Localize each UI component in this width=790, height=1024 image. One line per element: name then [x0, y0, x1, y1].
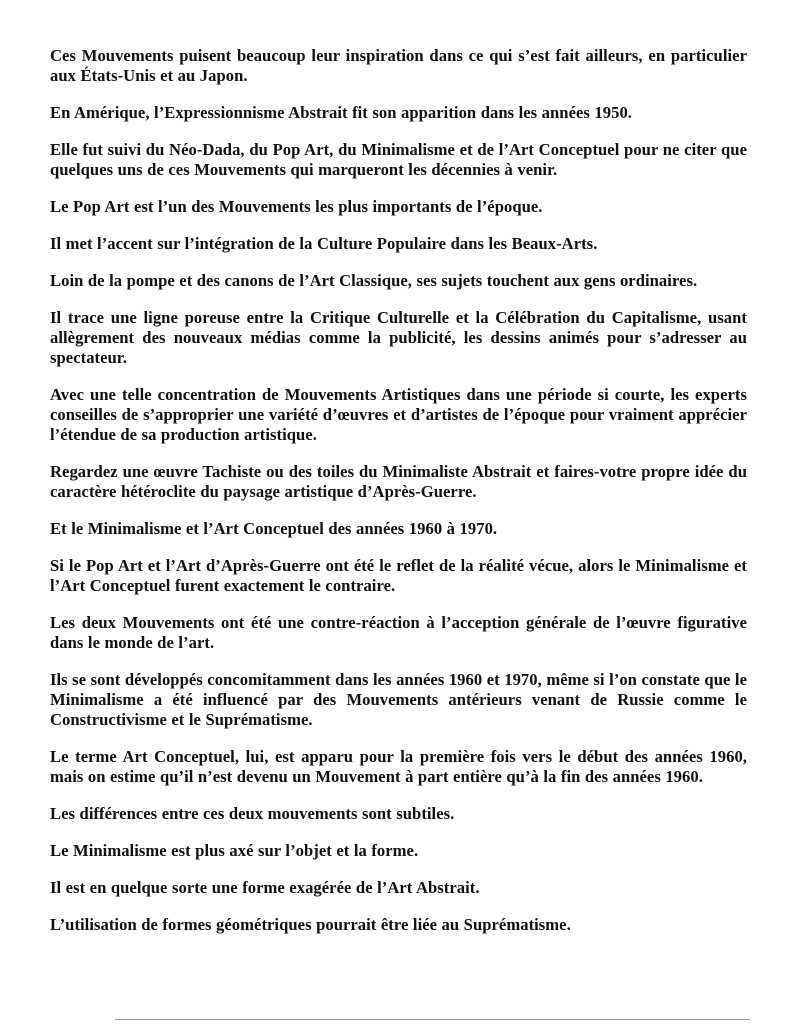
paragraph: Elle fut suivi du Néo-Dada, du Pop Art, du Minimalisme et de l’Art Conceptuel pour ne citer que quelques uns de ces Mouvements qui marqueront les décennies à venir. [50, 140, 747, 179]
paragraph: L’utilisation de formes géométriques pourrait être liée au Suprématisme. [50, 915, 571, 934]
document-page [50, 46, 747, 952]
bottom-divider [115, 1019, 750, 1020]
paragraph: Regardez une œuvre Tachiste ou des toiles du Minimaliste Abstrait et faires-votre propre idée du caractère hétéroclite du paysage artistique d’Après-Guerre. [50, 462, 747, 501]
paragraph: Il trace une ligne poreuse entre la Critique Culturelle et la Célébration du Capitalisme, usant allègrement des nouveaux médias comme la publicité, les dessins animés pour s’adresser au spectateur. [50, 308, 747, 367]
paragraph: Le Pop Art est l’un des Mouvements les plus importants de l’époque. [50, 197, 543, 216]
paragraph: Ils se sont développés concomitamment dans les années 1960 et 1970, même si l’on constate que le Minimalisme a été influencé par des Mouvements antérieurs venant de Russie comme le Constructivisme et le Suprématisme. [50, 670, 747, 729]
paragraph: Ces Mouvements puisent beaucoup leur inspiration dans ce qui s’est fait ailleurs, en particulier aux États-Unis et au Japon. [50, 46, 747, 85]
paragraph: Et le Minimalisme et l’Art Conceptuel des années 1960 à 1970. [50, 519, 498, 538]
paragraph: En Amérique, l’Expressionnisme Abstrait fit son apparition dans les années 1950. [50, 103, 633, 122]
paragraph: Les différences entre ces deux mouvements sont subtiles. [50, 804, 455, 823]
paragraph: Le terme Art Conceptuel, lui, est apparu pour la première fois vers le début des années 1960, mais on estime qu’il n’est devenu un Mouvement à part entière qu’à la fin des années 1960. [50, 747, 747, 786]
paragraph: Loin de la pompe et des canons de l’Art Classique, ses sujets touchent aux gens ordinaires. [50, 271, 698, 290]
paragraph: Les deux Mouvements ont été une contre-réaction à l’acception générale de l’œuvre figurative dans le monde de l’art. [50, 613, 747, 652]
paragraph: Il est en quelque sorte une forme exagérée de l’Art Abstrait. [50, 878, 480, 897]
paragraph: Le Minimalisme est plus axé sur l’objet et la forme. [50, 841, 419, 860]
paragraph: Avec une telle concentration de Mouvements Artistiques dans une période si courte, les experts conseilles de s’approprier une variété d’œuvres et d’artistes de l’époque pour vraiment apprécier l’étendue de sa production artistique. [50, 385, 747, 444]
paragraph: Si le Pop Art et l’Art d’Après-Guerre ont été le reflet de la réalité vécue, alors le Minimalisme et l’Art Conceptuel furent exactement le contraire. [50, 556, 747, 595]
paragraph: Il met l’accent sur l’intégration de la Culture Populaire dans les Beaux-Arts. [50, 234, 598, 253]
